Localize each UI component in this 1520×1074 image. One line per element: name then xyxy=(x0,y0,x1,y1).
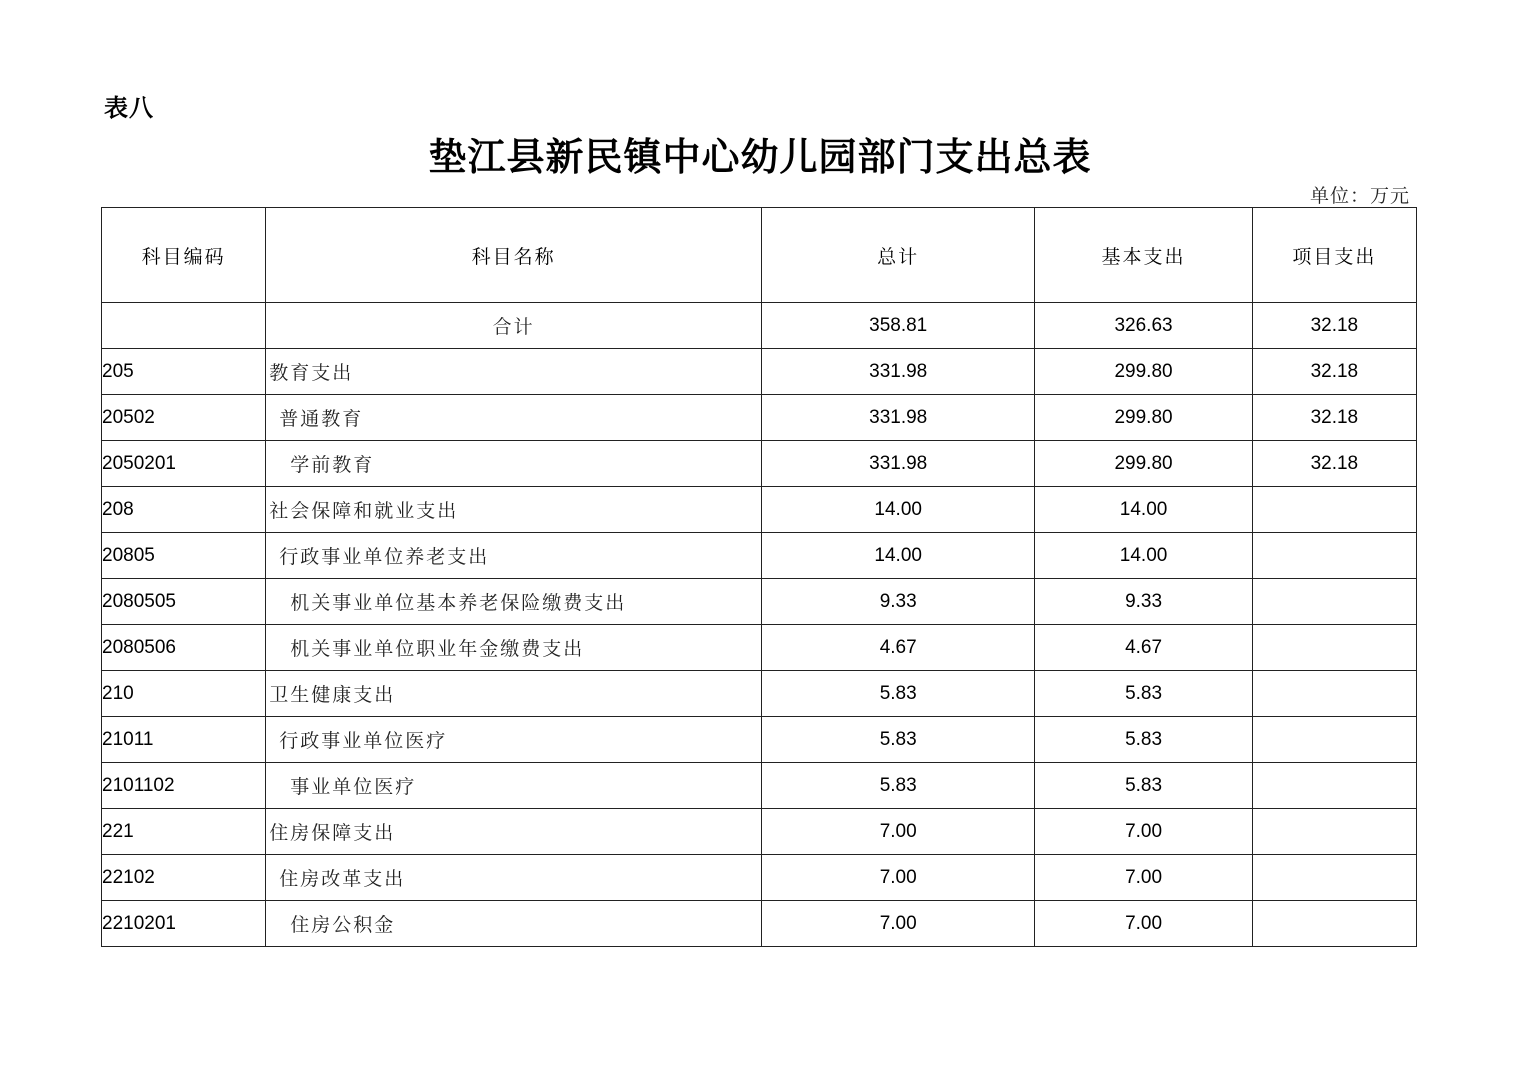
table-row xyxy=(102,855,1417,901)
cell-total: 331.98 xyxy=(761,441,1034,487)
table-row xyxy=(102,809,1417,855)
cell-basic: 14.00 xyxy=(1035,533,1252,579)
cell-total: 9.33 xyxy=(761,579,1034,625)
cell-project xyxy=(1252,717,1416,763)
cell-code: 205 xyxy=(102,349,266,395)
cell-basic: 4.67 xyxy=(1035,625,1252,671)
cell-basic: 5.83 xyxy=(1035,763,1252,809)
cell-basic: 7.00 xyxy=(1035,855,1252,901)
cell-name: 行政事业单位医疗 xyxy=(266,717,762,763)
cell-total: 7.00 xyxy=(761,809,1034,855)
cell-total: 7.00 xyxy=(761,855,1034,901)
cell-code: 221 xyxy=(102,809,266,855)
table-header-row xyxy=(102,208,1417,303)
cell-total: 5.83 xyxy=(761,763,1034,809)
cell-project xyxy=(1252,855,1416,901)
table-row xyxy=(102,349,1417,395)
cell-project xyxy=(1252,533,1416,579)
cell-name: 行政事业单位养老支出 xyxy=(266,533,762,579)
table-row xyxy=(102,671,1417,717)
cell-name: 机关事业单位基本养老保险缴费支出 xyxy=(266,579,762,625)
cell-code: 2080506 xyxy=(102,625,266,671)
cell-project xyxy=(1252,625,1416,671)
cell-project xyxy=(1252,487,1416,533)
cell-total: 7.00 xyxy=(761,901,1034,947)
cell-basic: 299.80 xyxy=(1035,441,1252,487)
cell-total: 331.98 xyxy=(761,395,1034,441)
table-row xyxy=(102,901,1417,947)
cell-project: 32.18 xyxy=(1252,395,1416,441)
cell-project: 32.18 xyxy=(1252,441,1416,487)
cell-name: 住房保障支出 xyxy=(266,809,762,855)
cell-name: 普通教育 xyxy=(266,395,762,441)
cell-total: 5.83 xyxy=(761,717,1034,763)
cell-project xyxy=(1252,763,1416,809)
cell-project xyxy=(1252,809,1416,855)
column-header-project: 项目支出 xyxy=(1252,208,1416,303)
cell-code: 2050201 xyxy=(102,441,266,487)
cell-name: 卫生健康支出 xyxy=(266,671,762,717)
cell-name: 住房公积金 xyxy=(266,901,762,947)
cell-basic: 5.83 xyxy=(1035,671,1252,717)
cell-basic: 299.80 xyxy=(1035,349,1252,395)
cell-code: 21011 xyxy=(102,717,266,763)
page-title: 垫江县新民镇中心幼儿园部门支出总表 xyxy=(428,134,1092,179)
table-row xyxy=(102,441,1417,487)
cell-code: 2080505 xyxy=(102,579,266,625)
cell-name: 教育支出 xyxy=(266,349,762,395)
total-row xyxy=(102,303,1417,349)
cell-total: 5.83 xyxy=(761,671,1034,717)
cell-name: 住房改革支出 xyxy=(266,855,762,901)
table-row xyxy=(102,717,1417,763)
cell-total: 4.67 xyxy=(761,625,1034,671)
cell-code: 22102 xyxy=(102,855,266,901)
cell-project: 32.18 xyxy=(1252,303,1416,349)
cell-code: 2101102 xyxy=(102,763,266,809)
cell-code: 20805 xyxy=(102,533,266,579)
cell-name: 合计 xyxy=(266,303,762,349)
cell-project: 32.18 xyxy=(1252,349,1416,395)
cell-total: 331.98 xyxy=(761,349,1034,395)
cell-project xyxy=(1252,901,1416,947)
table-number-label: 表八 xyxy=(104,94,154,122)
table-row xyxy=(102,625,1417,671)
cell-total: 14.00 xyxy=(761,487,1034,533)
cell-code xyxy=(102,303,266,349)
cell-basic: 299.80 xyxy=(1035,395,1252,441)
cell-code: 210 xyxy=(102,671,266,717)
cell-basic: 326.63 xyxy=(1035,303,1252,349)
cell-basic: 7.00 xyxy=(1035,809,1252,855)
table-row xyxy=(102,395,1417,441)
cell-basic: 9.33 xyxy=(1035,579,1252,625)
column-header-basic: 基本支出 xyxy=(1035,208,1252,303)
cell-name: 事业单位医疗 xyxy=(266,763,762,809)
unit-note: 单位：万元 xyxy=(1309,185,1410,207)
column-header-total: 总计 xyxy=(761,208,1034,303)
cell-project xyxy=(1252,671,1416,717)
cell-basic: 14.00 xyxy=(1035,487,1252,533)
cell-name: 社会保障和就业支出 xyxy=(266,487,762,533)
cell-project xyxy=(1252,579,1416,625)
cell-basic: 5.83 xyxy=(1035,717,1252,763)
cell-total: 358.81 xyxy=(761,303,1034,349)
table-row xyxy=(102,487,1417,533)
expenditure-table xyxy=(101,207,1417,947)
table-row xyxy=(102,533,1417,579)
column-header-name: 科目名称 xyxy=(266,208,762,303)
table-row xyxy=(102,579,1417,625)
cell-code: 208 xyxy=(102,487,266,533)
cell-name: 机关事业单位职业年金缴费支出 xyxy=(266,625,762,671)
column-header-code: 科目编码 xyxy=(102,208,266,303)
cell-code: 2210201 xyxy=(102,901,266,947)
cell-total: 14.00 xyxy=(761,533,1034,579)
cell-name: 学前教育 xyxy=(266,441,762,487)
table-row xyxy=(102,763,1417,809)
cell-code: 20502 xyxy=(102,395,266,441)
cell-basic: 7.00 xyxy=(1035,901,1252,947)
